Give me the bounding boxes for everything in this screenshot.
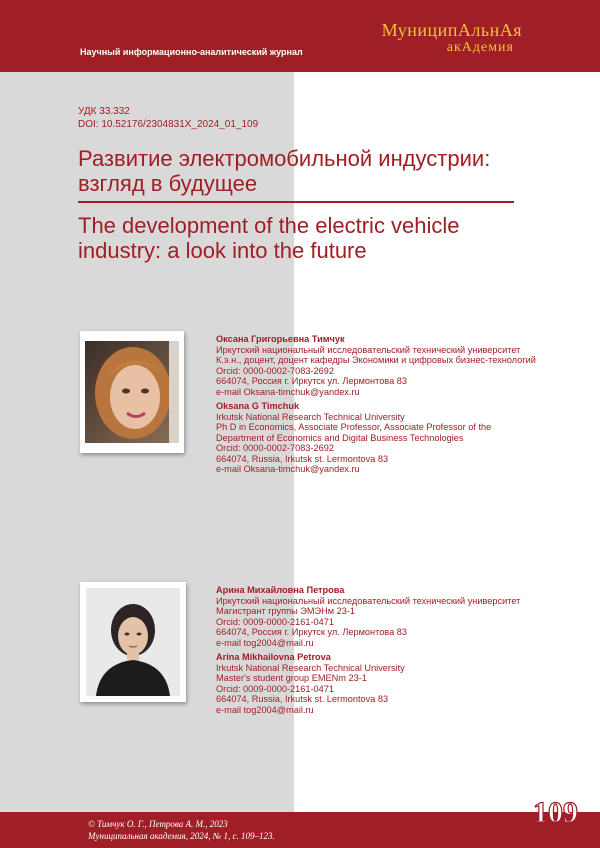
author-orcid-en: Orcid: 0009-0000-2161-0471 [216,683,334,694]
author-orcid-en: Orcid: 0000-0002-7083-2692 [216,443,334,453]
author-address-ru: 664074, Россия г. Иркутск ул. Лермонтова 83 [216,376,407,386]
author-1-info [216,334,536,475]
article-title-en: The development of the electric vehicle industry: a look into the future [78,213,460,263]
author-orcid-ru: Orcid: 0009-0000-2161-0471 [216,616,334,627]
page-number: 109 [533,796,578,829]
author-affiliation-ru: Иркутский национальный исследовательский технический университет [216,344,521,355]
journal-logo [342,20,522,60]
author-position-en: Master's student group EMENm 23-1 [216,673,367,683]
author-photo [85,341,179,443]
author-name-en: Arina Mikhailovna Petrova [216,652,331,662]
udk-code: УДК 33.332 [78,106,130,117]
title-divider [78,201,514,203]
article-title-ru: Развитие электромобильной индустрии: взгляд в будущее [78,146,491,196]
author-position-ru: Магистрант группы ЭМЭНм 23-1 [216,606,356,616]
author-address-en: 664074, Russia, Irkutsk st. Lermontova 83 [216,453,389,464]
author-name-en: Oksana G Timchuk [216,401,300,411]
author-position-en: Ph D in Economics, Associate Professor, Associate Professor of the Department of Economics and Digital Business Technologies [216,422,492,443]
author-photo [86,588,180,696]
portrait-icon [85,341,179,443]
journal-subtitle: Научный информационно-аналитический журнал [80,47,303,57]
portrait-icon [86,588,180,696]
author-photo-frame [80,331,184,453]
logo-line1: МуниципАльнАя [381,20,522,40]
doi: DOI: 10.52176/2304831X_2024_01_109 [78,119,259,130]
author-email-ru: e-mail tog2004@mail.ru [216,637,314,648]
logo-line2: акАдемия [446,40,514,55]
author-email-en: e-mail Oksana-timchuk@yandex.ru [216,464,360,474]
author-affiliation-en: Irkutsk National Research Technical University [216,411,405,422]
author-name-ru: Арина Михайловна Петрова [216,585,345,595]
copyright: © Тимчук О. Г., Петрова А. М., 2023 [88,819,228,829]
author-affiliation-ru: Иркутский национальный исследовательский технический университет [216,595,521,606]
journal-header [0,0,600,72]
author-address-en: 664074, Russia, Irkutsk st. Lermontova 83 [216,694,389,704]
citation: Муниципальная академия, 2024, № 1, с. 109–123. [88,831,275,841]
author-orcid-ru: Orcid: 0000-0002-7083-2692 [216,365,334,376]
author-photo-frame [80,582,186,702]
author-affiliation-en: Irkutsk National Research Technical University [216,662,405,673]
author-2-info [216,585,536,715]
author-email-en: e-mail tog2004@mail.ru [216,704,314,715]
author-position-ru: К.э.н., доцент, доцент кафедры Экономики и цифровых бизнес-технологий [216,355,536,365]
author-name-ru: Оксана Григорьевна Тимчук [216,334,345,344]
author-address-ru: 664074, Россия г. Иркутск ул. Лермонтова 83 [216,627,407,637]
author-email-ru: e-mail Oksana-timchuk@yandex.ru [216,386,360,397]
page-footer [0,812,600,848]
